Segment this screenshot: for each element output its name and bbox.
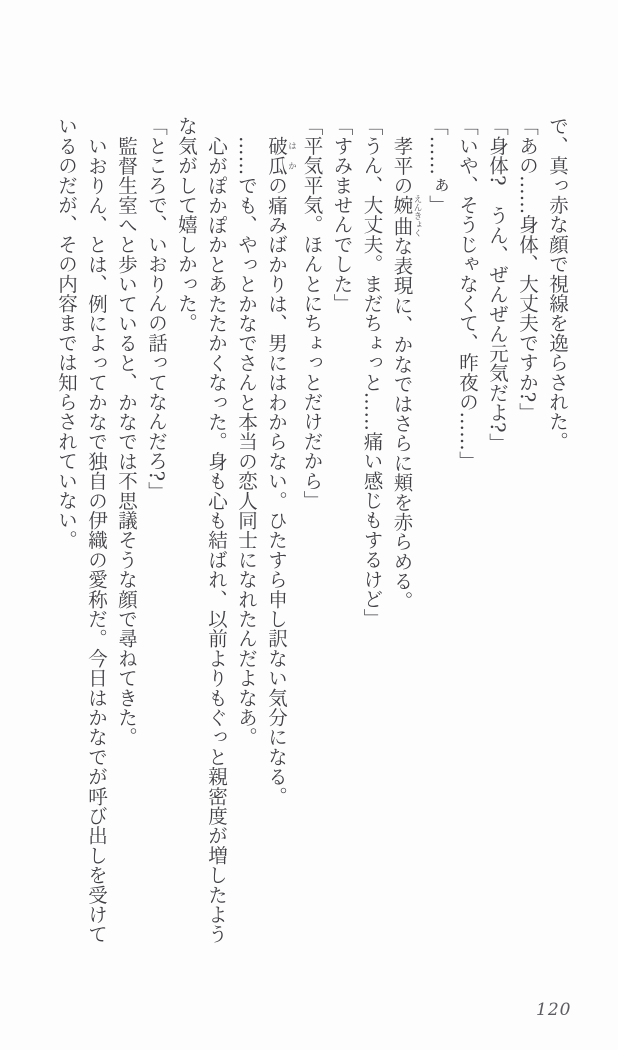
vertical-text-block bbox=[51, 116, 572, 958]
text-line: 「あの……身体、大丈夫ですか?」 bbox=[516, 116, 539, 423]
page-number: 120 bbox=[536, 1000, 572, 1020]
text-line: 破瓜はかの痛みばかりは、男にはわからない。ひたすら申し訳ない気分になる。 bbox=[265, 135, 297, 806]
text-line: いるのだが、その内容までは知らされていない。 bbox=[55, 116, 78, 550]
text-line: 「うん、大丈夫。まだちょっと……痛い感じもするけど」 bbox=[360, 116, 384, 629]
text-line: 「平気平気。ほんとにちょっとだけだから」 bbox=[300, 116, 324, 510]
text-line: 「いや、そうじゃなくて、昨夜の……」 bbox=[456, 116, 479, 471]
text-line: 「ところで、いおりんの話ってなんだろ?」 bbox=[145, 116, 168, 501]
text-line: ……でも、やっとかなでさんと本当の恋人同士になれたんだよなあ。 bbox=[235, 135, 258, 747]
text-line: な気がして嬉しかった。 bbox=[175, 116, 198, 333]
text-line: 「……ぁ」 bbox=[426, 116, 449, 215]
ruby-annotated-word: 婉曲えんきょく bbox=[390, 193, 422, 237]
text-line: 孝平の婉曲えんきょくな表現に、かなではさらに頬を赤らめる。 bbox=[390, 135, 422, 610]
ruby-annotated-word: 破瓜はか bbox=[265, 135, 297, 175]
text-line: 監督生室へと歩いていると、かなでは不思議そうな顔で尋ねてきた。 bbox=[115, 135, 138, 747]
text-line: 「身体? うん、ぜんぜん元気だよ?」 bbox=[486, 116, 509, 453]
text-line: 心がぽかぽかとあたたかくなった。身も心も結ばれ、以前よりもぐっと親密度が増したよう bbox=[205, 135, 228, 944]
text-line: いおりん、とは、例によってかなで独自の伊織の愛称だ。今日はかなでが呼び出しを受けて bbox=[85, 135, 108, 944]
text-line: 「すみませんでした」 bbox=[330, 116, 354, 313]
text-line: で、真っ赤な顔で視線を逸らされた。 bbox=[546, 116, 569, 451]
